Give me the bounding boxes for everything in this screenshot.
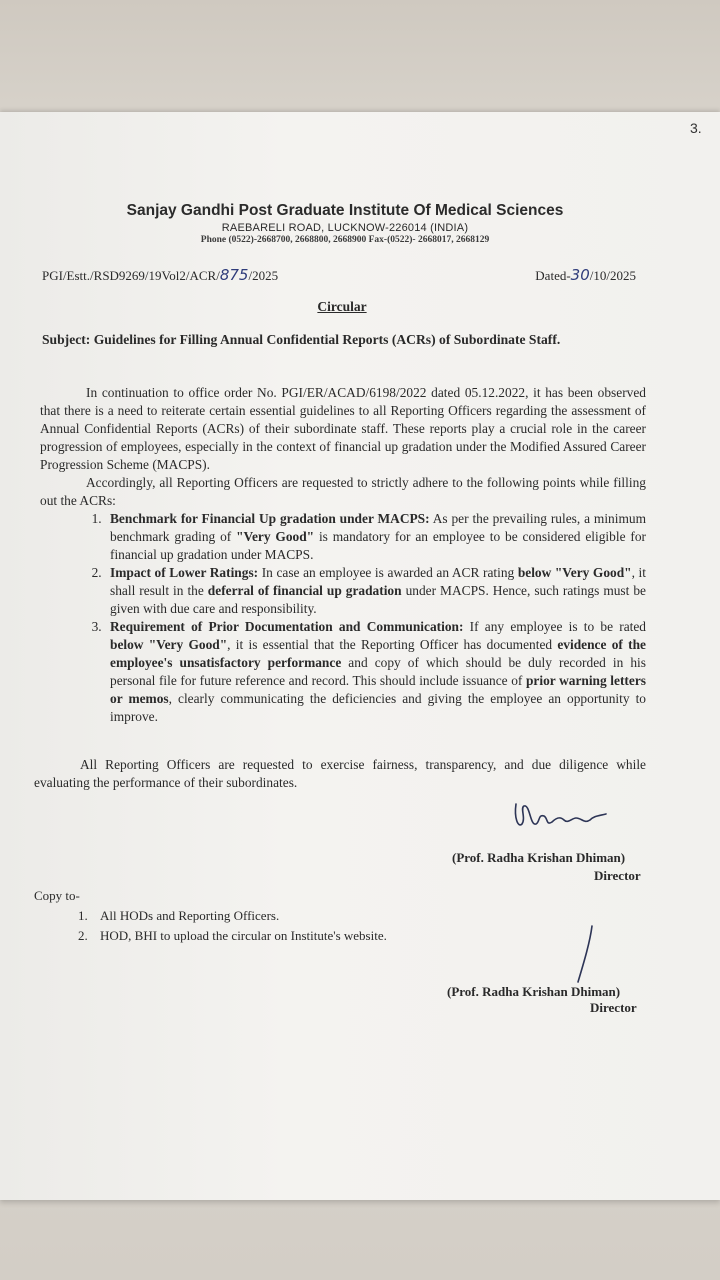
copy-to-item: 1. All HODs and Reporting Officers. [78, 908, 280, 923]
point-lower-ratings: 2. Impact of Lower Ratings: In case an employee is awarded an ACR rating below "Very Good", it shall result in the deferral of financial up gradation under MACPS. Hence, such ratings must be given with due care and responsibility. [105, 564, 646, 618]
circular-body [40, 384, 646, 726]
copy-to-list [78, 906, 387, 946]
handwritten-date-day: 30 [570, 266, 590, 284]
institute-name: Sanjay Gandhi Post Graduate Institute Of Medical Sciences [126, 202, 564, 219]
point-documentation: 3. Requirement of Prior Documentation and Communication: If any employee is to be rated below "Very Good", it is essential that the Reporting Officer has documented evidence of the employee's unsatisfactory performance and copy of which should be duly recorded in his personal file for future reference and record. This should include issuance of prior warning letters or memos, clearly communicating the deficiencies and giving the employee an opportunity to improve. [105, 618, 646, 726]
signatory-designation-1: Director [594, 868, 641, 883]
document-title: Circular [317, 299, 367, 314]
circular-page [0, 112, 720, 1200]
document-date: Dated-30/10/2025 [535, 266, 636, 284]
handwritten-reference-number: 875 [219, 266, 249, 284]
signatory-designation-2: Director [590, 1000, 637, 1015]
director-signature-1 [508, 798, 618, 838]
page-number-mark: 3. [690, 120, 702, 136]
closing-paragraph: All Reporting Officers are requested to exercise fairness, transparency, and due diligence while evaluating the performance of their subordinates. [34, 757, 646, 790]
institute-phone: Phone (0522)-2668700, 2668800, 2668900 Fax-(0522)- 2668017, 2668129 [200, 235, 490, 245]
paragraph-accordingly: Accordingly, all Reporting Officers are requested to strictly adhere to the following points while filling out the ACRs: [40, 475, 646, 508]
copy-to-label: Copy to- [34, 888, 80, 903]
copy-to-item: 2. HOD, BHI to upload the circular on Institute's website. [78, 928, 387, 943]
reference-number: PGI/Estt./RSD9269/19Vol2/ACR/875/2025 [42, 266, 279, 284]
signatory-name-1: (Prof. Radha Krishan Dhiman) [452, 850, 626, 865]
signatory-name-2: (Prof. Radha Krishan Dhiman) [447, 984, 621, 999]
paragraph-continuation: In continuation to office order No. PGI/ER/ACAD/6198/2022 dated 05.12.2022, it has been observed that there is a need to reiterate certain essential guidelines to all Reporting Officers regarding the assessment of Annual Confidential Reports (ACRs) of their subordinate staff. These reports play a crucial role in the career progression of employees, especially in the context of financial up gradation under the Modified Assured Career Progression Scheme (MACPS). [40, 385, 646, 472]
institute-address: RAEBARELI ROAD, LUCKNOW-226014 (INDIA) [221, 222, 469, 234]
director-signature-2 [570, 922, 600, 986]
subject-line: Subject: Guidelines for Filling Annual Confidential Reports (ACRs) of Subordinate Staff. [42, 332, 561, 347]
point-benchmark: 1. Benchmark for Financial Up gradation under MACPS: As per the prevailing rules, a minimum benchmark grading of "Very Good" is mandatory for an employee to be considered eligible for financial up gradation under MACPS. [105, 510, 646, 564]
guideline-points [40, 510, 646, 726]
